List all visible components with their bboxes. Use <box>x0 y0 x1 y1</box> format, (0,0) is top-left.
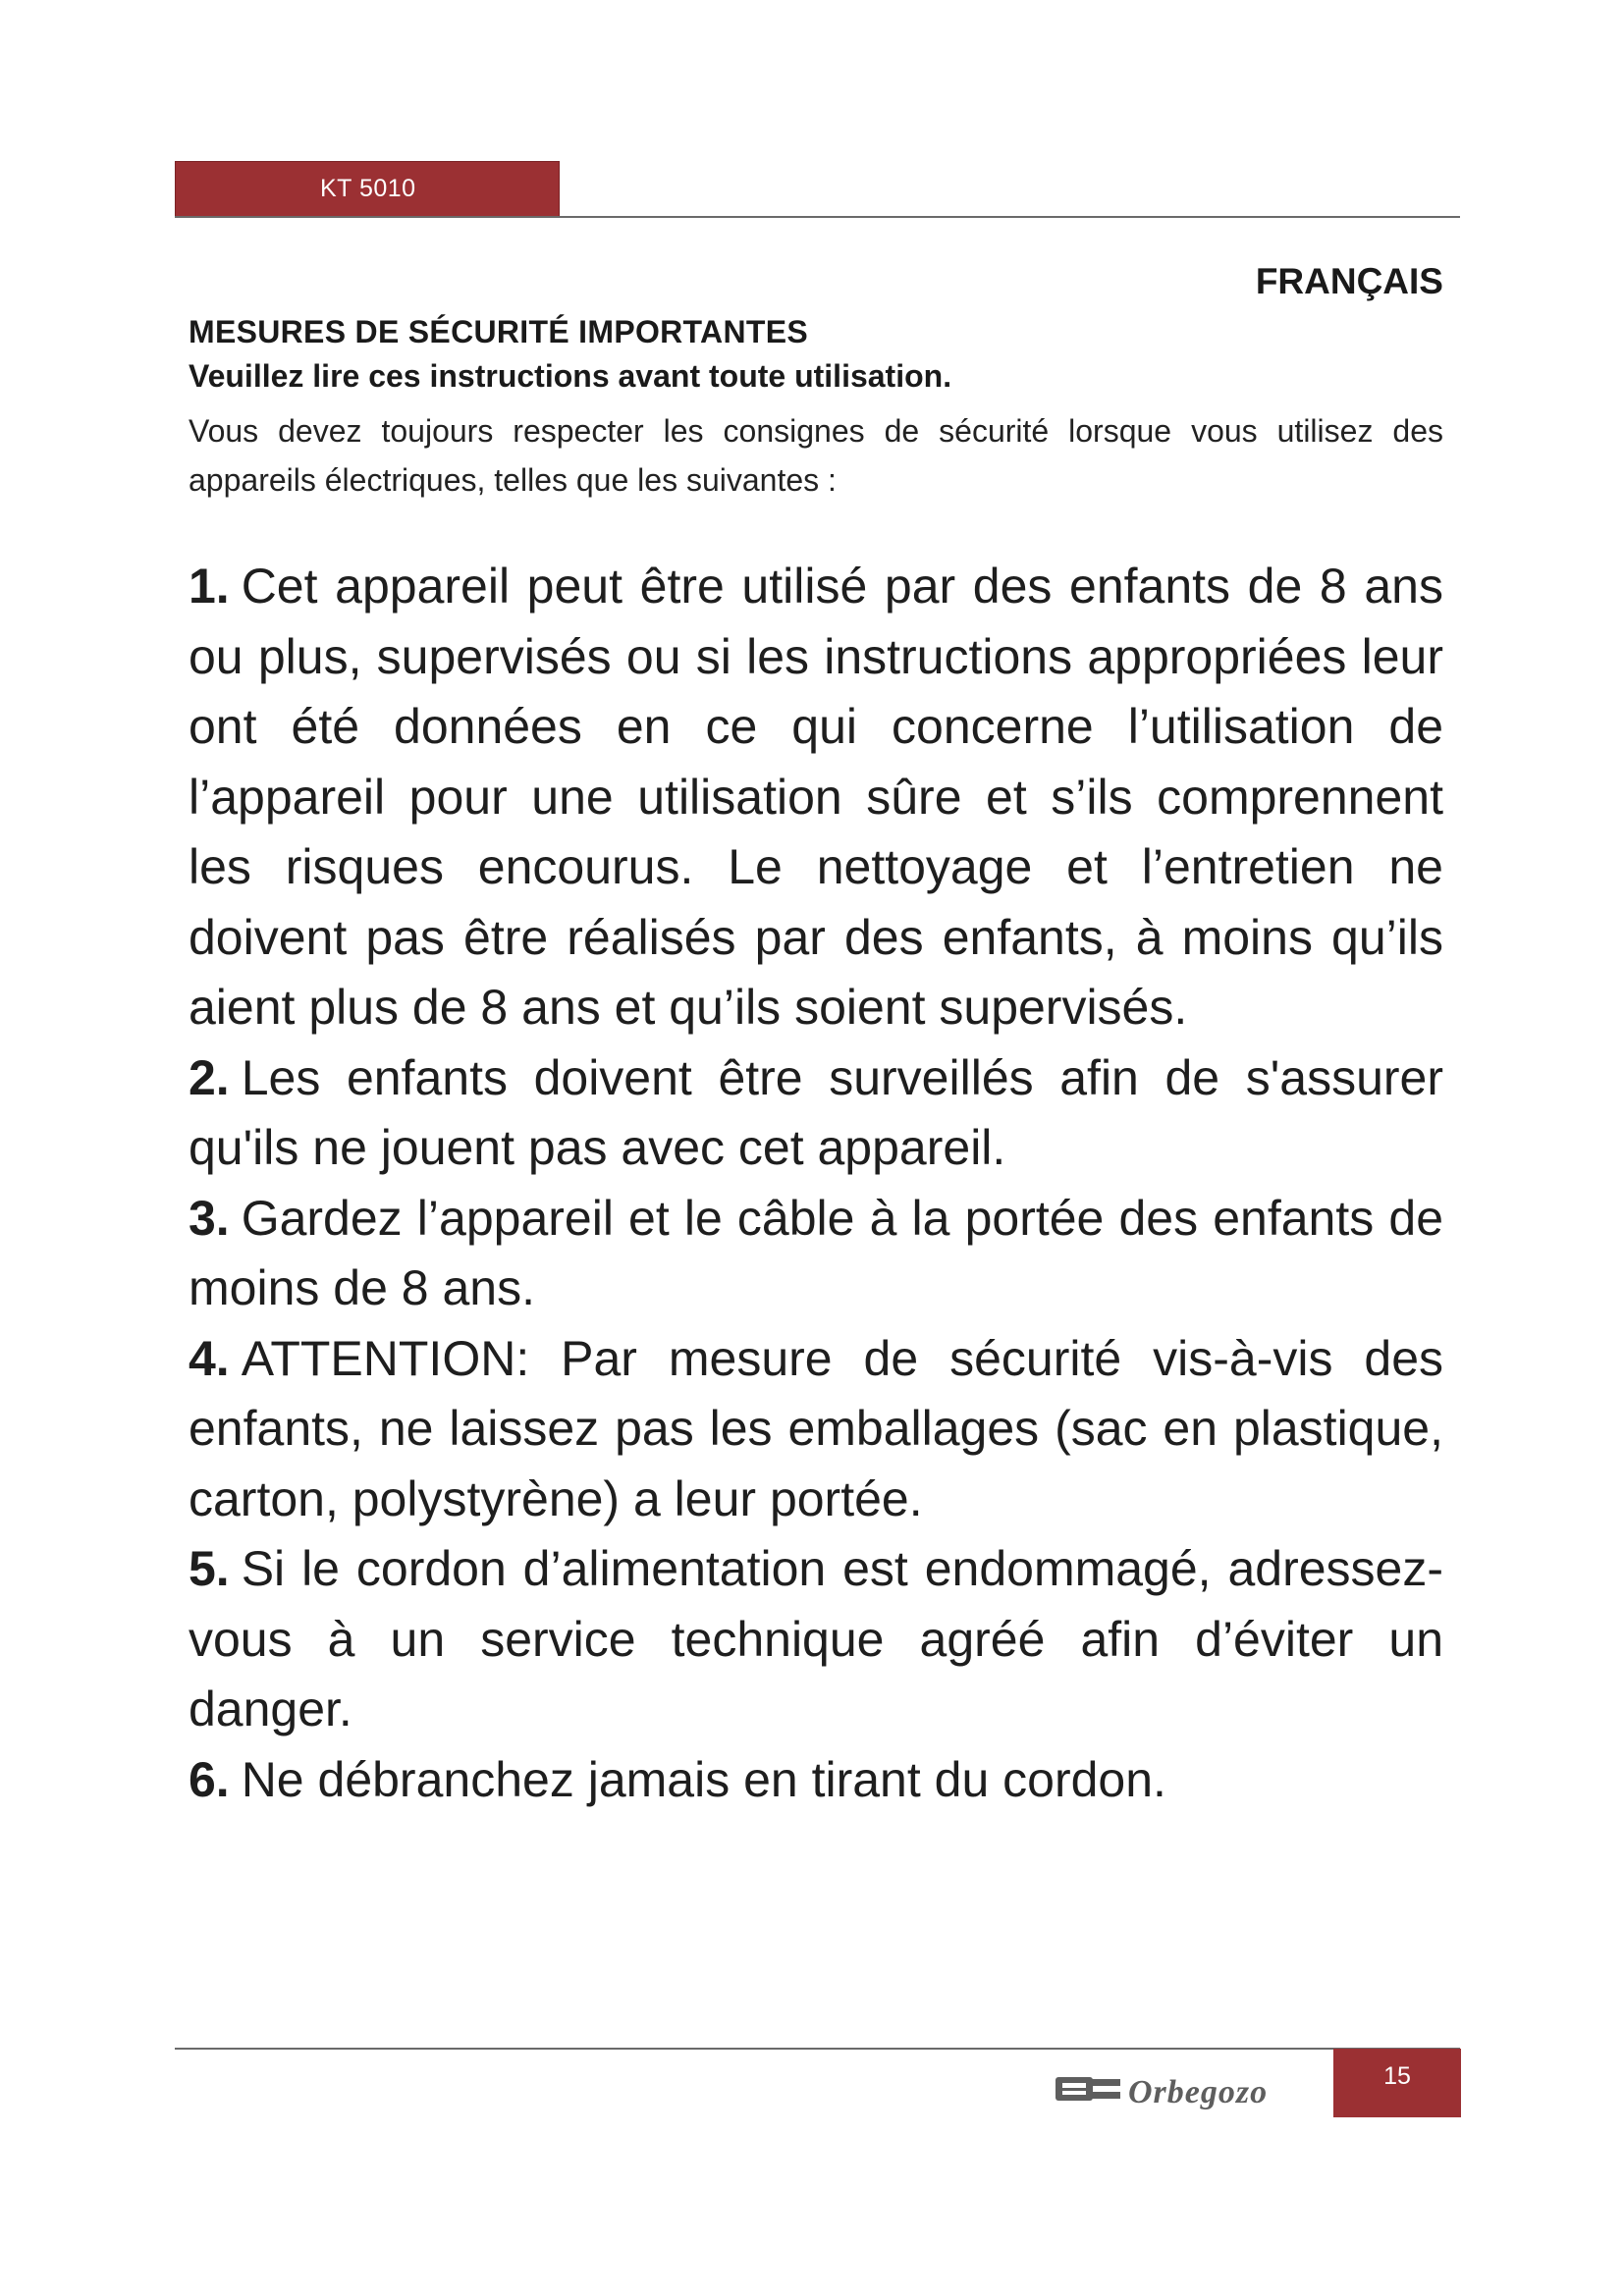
item-text: ATTENTION: Par mesure de sécurité vis-à-vis des enfants, ne laissez pas les emballages (sac en plastique, carton, polystyrène) a leur portée. <box>189 1330 1443 1526</box>
item-text: Les enfants doivent être surveillés afin de s'assurer qu'ils ne jouent pas avec cet appareil. <box>189 1049 1443 1175</box>
header-model-tab <box>175 161 560 217</box>
brand-mark-icon <box>1056 2077 1120 2101</box>
brand-wordmark: Orbegozo <box>1128 2074 1269 2110</box>
item-number: 4. <box>189 1330 230 1386</box>
item-text: Cet appareil peut être utilisé par des enfants de 8 ans ou plus, supervisés ou si les instructions appropriées leur ont été données en ce qui concerne l’utilisation de l’appareil pour une utilisation sûre et s’ils comprennent les risques encourus. Le nettoyage et l’entretien ne doivent pas être réalisés par des enfants, à moins qu’ils aient plus de 8 ans et qu’ils soient supervisés. <box>189 559 1443 1035</box>
item-text: Ne débranchez jamais en tirant du cordon. <box>241 1751 1166 1807</box>
item-number: 6. <box>189 1751 230 1807</box>
item-text: Gardez l’appareil et le câble à la portée des enfants de moins de 8 ans. <box>189 1190 1443 1315</box>
language-heading: FRANÇAIS <box>1255 261 1443 301</box>
page-number: 15 <box>1383 2062 1411 2090</box>
list-item <box>189 1184 1443 1324</box>
list-item <box>189 1043 1443 1184</box>
footer-divider <box>175 2048 1460 2050</box>
list-item <box>189 1534 1443 1745</box>
item-text: Si le cordon d’alimentation est endommagé, adressez-vous à un service technique agréé afin d’éviter un danger. <box>189 1541 1443 1736</box>
model-label: KT 5010 <box>320 175 416 202</box>
safety-instructions-list <box>189 552 1443 1815</box>
brand-logo <box>1054 2061 1319 2118</box>
list-item <box>189 552 1443 1043</box>
item-number: 1. <box>189 559 230 614</box>
page-number-tab <box>1333 2049 1461 2117</box>
list-item <box>189 1324 1443 1535</box>
list-item <box>189 1745 1443 1816</box>
section-subtitle: Veuillez lire ces instructions avant toute utilisation. <box>189 358 952 394</box>
section-title: MESURES DE SÉCURITÉ IMPORTANTES <box>189 314 808 349</box>
header-divider <box>175 216 1460 218</box>
intro-paragraph: Vous devez toujours respecter les consignes de sécurité lorsque vous utilisez des appareils électriques, telles que les suivantes : <box>189 413 1443 498</box>
item-number: 3. <box>189 1190 230 1246</box>
item-number: 2. <box>189 1049 230 1105</box>
item-number: 5. <box>189 1541 230 1596</box>
